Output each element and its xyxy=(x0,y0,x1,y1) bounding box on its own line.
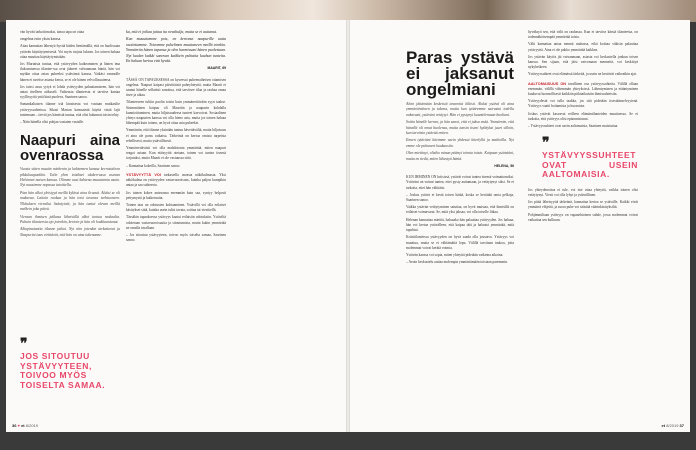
right-folio: et 8/2019 37 xyxy=(661,423,684,428)
right-col-2: hyväksyä sen, että välit on rauhassa. Kun ei tarvitse kärsiä tilanteesta, on todennäköisempää ymmärtää toista. Välit kannattaa antaa mennä rauhassa, eikä koittaa väkisin palauttaa ystävyyttä. Aina ei ole pakko ymmärtää kaikkea. Jos ystävän käytös jäi vaivaamaan, asiasta voi keskustella jonkun toisen kanssa. Sen sijaan, että jäisi vatvomaan menneitä, voi keskittyä nykyhetkeen. Ystävyyssuhteet ovat elämässä tärkeitä, ja usein ne kestävät vaikeatkin ajat. AALTOMAISUUS ON tavallinen osa ystävyyssuhteita. Välillä ollaan enemmän, välillä vähemmän yhteyksissä. Lähentyminen ja etääntyminen kuuluvat luonnollisesti kaikkiin pitkäaikaisiin ihmissuhteisiin. Ystävyydestä voi tulla taakka, jos sitä pidetään itsestäänselvyytenä. Ystävyys vaatii hoitamista ja huomiota. Joskus ystävät kasvavat erilleen elämäntilanteiden muuttuessa. Se ei tarkoita, että ystävyys olisi epäonnistunut. – Ystävyyssuhteet ovat usein aaltomaisia, Saarinen muistuttaa. ❞ YSTÄVYYSSUHTEET OVAT USEIN AALTOMAISIA. Jos yhteydenottoa ei tule, voi itse ottaa yhteyttä, vaikka toinen olisi vetäytynyt. Viesti voi olla lyhyt ja ystävällinen. Jos pitää läheisyyttä tärkeänä, kannattaa kertoa se ystävälle. Kaikki eivät ymmärrä vihjeitä, ja suora puhe voi säästää väärinkäsityksiltä. Pohjimmiltaan ystävyys on vapaaehtoinen suhde, jossa molemmat voivat vaikuttaa sen kulkuun. xyxy=(528,30,638,222)
right-pull-quote: ❞ YSTÄVYYSSUHTEET OVAT USEIN AALTOMAISIA. xyxy=(542,134,638,180)
left-folio: 36 ♥ et 8/2019 xyxy=(12,423,38,428)
heart-icon: ♥ xyxy=(17,423,20,428)
article-heading-paras-ystava: Paras ystävä ei jaksanut ongelmiani xyxy=(406,48,514,99)
byline-maarit: MAARIT, 69 xyxy=(207,66,226,71)
right-page xyxy=(350,20,690,432)
left-col2-body: TÄSSÄ ON TAPAUKSESSA on kyseessä puheenaiheisen ottamisen ongelma. Naapuri kaipasi päivittäistä puheyhteyttä, mutta Maarit ei saanut hänelle selkeästi sanottua, että tarvitsee tilaa ja rauhaa omaa itsee ja aikaa. Tilanteeseen tultiin puolin toisin kuin ymmärrettävään syyn taakse. Sisimmäinen kaipuu oli Maaritin ja naapurin kohdalla kunnioittaminen, mutta hiljaisuudessa tunteet kasvoivat. Sosiaalinen yhteys naapurien kanssa voi olla hieno asia, mutta jos toinen haluaa lähempää kuin toinen, on hyvä ottaa asia puheeksi. Ymmärrän, että tilanne yksinään tuntuu hävettävältä, mutta hiljaisuus ei aina ole paras ratkaisu. Tärkeintä on kertoa omista tarpeista rehellisesti, mutta ystävällisesti. Ymmärrettävästi voi olla mahdotonta ymmärtää, miten naapuri reagoi asiaan. Kun etäisyyttä otetaan, toinen voi tuntea itsensä torjutuksi, mutta Maarit ei ole vastuussa siitä. – Kannattaa kokeilla, Saarinen sanoo. xyxy=(126,77,226,168)
right-col2-top: hyväksyä sen, että välit on rauhassa. Kun ei tarvitse kärsiä tilanteesta, on todennäköisempää ymmärtää toista. Välit kannattaa antaa mennä rauhassa, eikä koittaa väkisin palauttaa ystävyyttä. Aina ei ole pakko ymmärtää kaikkea. Jos ystävän käytös jäi vaivaamaan, asiasta voi keskustella jonkun toisen kanssa. Sen sijaan, että jäisi vatvomaan menneitä, voi keskittyä nykyhetkeen. Ystävyyssuhteet ovat elämässä tärkeitä, ja usein ne kestävät vaikeatkin ajat. xyxy=(528,30,638,77)
left-col2-top: ka, että ei joikaa jaitua ita ravaltulja, mutta se ei auttanut. Kun muuuttamme pois, en kertonut naapurille uutta osoitettamme. Toivomme puhelimen muuttaneen meillä etenkin. Ymmärrän hänen tapansa ja olen harmissani hänen puolestaan. Nyt kuulen kaikki sanovan kaikkein puhtaita kauhun tunteita. En haluan kertoa että hyvää. xyxy=(126,30,226,64)
left-page xyxy=(6,20,346,432)
quote-mark-icon: ❞ xyxy=(542,134,550,151)
naapuri-lead: Vuosia sitten muutin miehenin ja kahtennen kanssa kerrostaloon pikkukaupunkiin. Tulin yhen toisiksei alakerrassa asuvan Helsinnet naisen kanssa. Olimme uusi kahtena muuatamia asuin. Nyt nausimme nopassa tatoittella. Pian hän alkoi yleistyyä meillä kylässi aina ilraasti. Aluksi se oli mukavaa. Laitoin ruokaa ja hän toisi tavaraa teehtuoneen. Yllätuksen vierailut lisäntyivät, ja hän tuntui olevan meillä melkein joka päivä. Vieraan ihmisen jakkasa läheisällä alkoi tuntua raskaalta. Puhuin tilanteesta ujo jotenkin, kertoin ja hän oli loukkaantunut. Alkupinatuntia tilanne jatkui. Nyt niin jotenkin tarkattuvat ja Naapurini taas virittävät, että hän on aina tukenanne. xyxy=(20,167,120,237)
paras-lead: Aloin jättämään keskeisiä tavaroita kiltisti. Aluksi ystävä oli aina ymmärtäväinen ja tukena, mutta kun tyttäremme sairastui todella vakavasti, ystäväni vetäytyi. Hän ei pystynyt kuuntelemaan huoliani. Soitin hänelle kerran, ja hän sanoi, että ei jaksa enää. Ymmärrän, että hänellä oli omat huolensa, mutta tunsin itseni hylätyksi juuri silloin, kun tarvitsin ystävää eniten. Ennen tytärtäni kävimme usein yhdessä kävelyllä ja matkoilla. Nyt emme ole puhuneet kuukausiin. Olen miettinyt, olisiko minun pitänyt toimia toisin. Kaipaan ystävääni, mutta en tiedä, miten lähestyä häntä. xyxy=(406,102,514,161)
right-col-1 xyxy=(406,30,514,428)
article-heading-naapuri: Naapuri aina ovenraossa xyxy=(20,132,120,165)
left-col2-section: YSTÄVYYTTÄ VOI tarkastella useasta näkökulmasta. Yksi näkökulma on ystävyyden vastavuoroisuus, kuinka paljon kumpikin antaa ja saa suhteesta. xyxy=(126,172,226,188)
right-col1-body: KUN IHMINEN ON kriisissä, ystävät voivat tuntea itsensä voimattomiksi. Ystäväni on voinut tuntea, ettei pysty auttamaan, ja vetäytynyt siksi. Se ei tarkoita, ettei hän välittäisi. – Joskus ystävä ei kestä toisen hätää, koska se herättää omia pelkoja, Saarinen sanoo. Vaikka ystävän vetäytyminen satuttaa, on hyvä muistaa, että ihmisillä on erilaiset voimavarat. Se, mitä yksi jaksaa, voi olla toiselle liikaa. Helenan kannattaa miettiä, haluaako hän palauttaa ystävyyden. Jos haluaa, hän voi kertoa ystävälleen, että kaipaa tätä ja haluaisi ymmärtää, mitä tapahtui. Kriisitilanteissa ystävyyden on hyvä saada olla joustava. Ystävyys voi muuttua, mutta se ei välttämättä lopu. Välillä tarvitaan taukoa, jotta molemmat voivat kerätä voimia. Ystävän kanssa voi sopia, miten yhteyttä pidetään vaikeina aikoina. – Avoin keskustelu auttaa molempia ymmärtämään toisiaan paremmin. xyxy=(406,175,514,265)
left-col-2: ka, että ei joikaa jaitua ita ravaltulja, mutta se ei auttanut. Kun muuuttamme pois, en kertonut naapurille uutta osoitettamme. Toivomme puhelimen muuttaneen meillä etenkin. Ymmärrän hänen tapansa ja olen harmissani hänen puolestaan. Nyt kuulen kaikki sanovan kaikkein puhtaita kauhun tunteita. En haluan kertoa että hyvää. MAARIT, 69 TÄSSÄ ON TAPAUKSESSA on kyseessä puheenaiheisen ottamisen ongelma. Naapuri kaipasi päivittäistä puheyhteyttä, mutta Maarit ei saanut hänelle selkeästi sanottua, että tarvitsee tilaa ja rauhaa omaa itsee ja aikaa. Tilanteeseen tultiin puolin toisin kuin ymmärrettävään syyn taakse. Sisimmäinen kaipuu oli Maaritin ja naapurin kohdalla kunnioittaminen, mutta hiljaisuudessa tunteet kasvoivat. Sosiaalinen yhteys naapurien kanssa voi olla hieno asia, mutta jos toinen haluaa lähempää kuin toinen, on hyvä ottaa asia puheeksi. Ymmärrän, että tilanne yksinään tuntuu hävettävältä, mutta hiljaisuus ei aina ole paras ratkaisu. Tärkeintä on kertoa omista tarpeista rehellisesti, mutta ystävällisesti. Ymmärrettävästi voi olla mahdotonta ymmärtää, miten naapuri reagoi asiaan. Kun etäisyyttä otetaan, toinen voi tuntea itsensä torjutuksi, mutta Maarit ei ole vastuussa siitä. – Kannattaa kokeilla, Saarinen sanoo. YSTÄVYYTTÄ VOI tarkastella useasta näkökulmasta. Yksi näkökulma on ystävyyden vastavuoroisuus, kuinka paljon kumpikin antaa ja saa suhteesta. Jos toinen kokee antavansa enemmän kuin saa, syntyy helposti pettymystä ja katkeruutta. Toinen taas on odotusten kohtaaminen. Ystävillä voi olla erilaiset käsitykset siitä, kuinka usein tulisi tavata, soittaa tai viestitellä. Tässäkin tapauksessa ystävyys kaatui erilaisiin odotuksiin. Ystäviltä odotetaan vastavuoroisuutta ja sitoutumista, mutta kukin ymmärtää ne omalla tavallaan. – Jos sitoutuu ystävyyteen, toivoo myös toiselta samaa, Saarinen sanoo. xyxy=(126,30,226,243)
left-col1-top: vän hyvää tarkoittavaksi, ainoa tapa on ottaa omgelma esiin yksin kanssa. Aitaa kannattaa lähestyä hyvää käden lientämällä, että on huolissaan ystävän käyttäytymisestä. Voi myös tarjota lukean. Jos toinen haluaa ottaa muuttaa käyttäytymistään. Jos Murtaista tuntua, että ystävyyden katkeaminen ja hänen ima ilukoantuessa tilantee-ssa ovat jääneet valvaamaan häntä, hän voi mytkin ottaa asian puheeksi ystävänsä kanssa. Vatkäsi vanmolle hänen ei tarvitse asiasta keroa, se ei ole hänen velvollisuutensa. Jos taissi asuu yytyä ei lohda ystävyyden palauttamiseen, hän voi antaa itselleen aiikuseli. Vaikeasta tilanteesta ei tarvitse kantaa syyllisyyttä yntä kinä puoleva, Saarinen sanoo. Samankaltaisen tilanne triä kinaisesta voi vastaan mutkasilte ystävyyssuhteissa. Sikasi Marian kanssaintä käyttä väsiä lajit tuntemaan – tieviä jos häneistä tuntua, että olisi halunnut toisin tehty. – Näin hänella olisi pohjaa vastaten vastalle. xyxy=(20,30,120,125)
right-col2-section: AALTOMAISUUS ON tavallinen osa ystävyyssuhteita. Välillä ollaan enemmän, välillä vähemmän yhteyksissä. Lähentyminen ja etääntyminen kuuluvat luonnollisesti kaikkiin pitkäaikaisiin ihmissuhteisiin. xyxy=(528,81,638,97)
left-pull-quote: ❞ JOS SITOUTUU YSTÄVYYTEEN, TOIVOO MYÖS TOISELTA SAMAA. xyxy=(20,338,120,390)
quote-mark-icon: ❞ xyxy=(20,335,28,351)
byline-helena: HELENA, 56 xyxy=(494,164,514,169)
top-photo xyxy=(0,0,696,22)
